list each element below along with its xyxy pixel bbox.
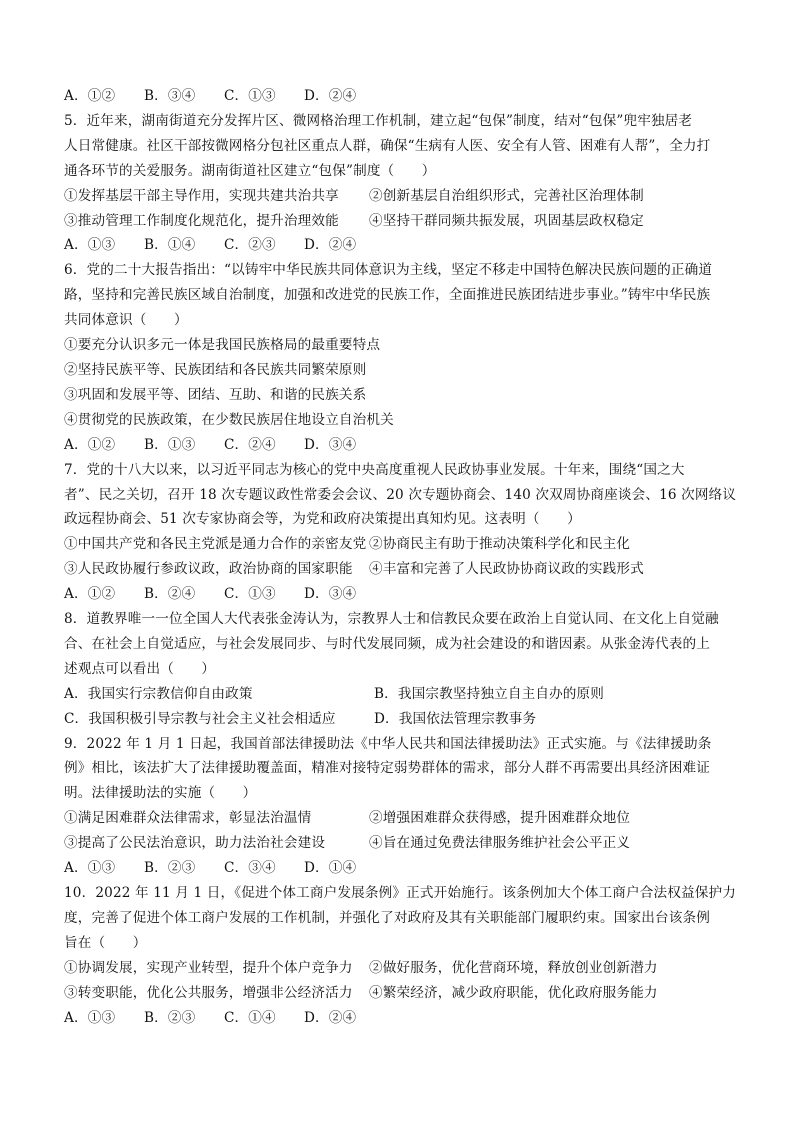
option-b[interactable]: B．①④ <box>144 237 196 254</box>
option-d[interactable]: D．②④ <box>304 1009 357 1026</box>
question-5 <box>64 109 732 258</box>
option-d[interactable]: D．③④ <box>304 436 357 453</box>
statement-row <box>64 532 732 557</box>
question-text-line: 人日常健康。社区干部按微网格分包社区重点人群，确保“生病有人医、安全有人管、困难有人帮”，全力打 <box>64 137 711 154</box>
question-text-line: 9．2022 年 1 月 1 日起，我国首部法律援助法《中华人民共和国法律援助法》正式实施。与《法律援助条 <box>64 735 712 752</box>
option-d[interactable]: D．②④ <box>304 237 357 254</box>
statement-row <box>64 209 732 234</box>
statement-3: ③人民政协履行参政议政，政治协商的国家职能 <box>64 561 353 578</box>
option-a[interactable]: A．①② <box>64 586 116 603</box>
statement-2: ②做好服务，优化营商环境，释放创业创新潜力 <box>369 959 658 976</box>
question-text-line: 通各环节的关爱服务。湖南街道社区建立“包保”制度（ ） <box>64 162 436 179</box>
question-text-line: 8．道教界唯一一位全国人大代表张金涛认为，宗教界人士和信教民众要在政治上自觉认同、在文化上自觉融 <box>64 611 719 628</box>
answer-options <box>64 856 732 881</box>
option-b[interactable]: B．②④ <box>144 586 196 603</box>
option-c[interactable]: C．②④ <box>224 436 276 453</box>
statement-row <box>64 981 732 1006</box>
answer-options <box>64 233 732 258</box>
option-b[interactable]: B．②③ <box>144 1009 196 1026</box>
statement-row <box>64 956 732 981</box>
statement-4: ④坚持干群同频共振发展，巩固基层政权稳定 <box>369 212 644 229</box>
statement-1: ①发挥基层干部主导作用，实现共建共治共享 <box>64 187 339 204</box>
statement-1: ①协调发展，实现产业转型，提升个体户竞争力 <box>64 959 353 976</box>
question-text-line: 7．党的十八大以来，以习近平同志为核心的党中央高度重视人民政协事业发展。十年来，围绕“国之大 <box>64 461 685 478</box>
statement-row <box>64 557 732 582</box>
option-c[interactable]: C．①③ <box>224 88 276 104</box>
question-text-line: 明。法律援助法的实施（ ） <box>64 785 257 802</box>
option-a[interactable]: A．①② <box>64 436 116 453</box>
option-d[interactable]: D．②④ <box>304 88 357 104</box>
option-a[interactable]: A．①③ <box>64 1009 116 1026</box>
option-c[interactable]: C．③④ <box>224 860 276 877</box>
question-text-line: 者”、民之关切，召开 18 次专题议政性常委会会议、20 次专题协商会、140 次双周协商座谈会、16 次网络议 <box>64 486 737 503</box>
question-6 <box>64 258 732 457</box>
statement-4: ④丰富和完善了人民政协协商议政的实践形式 <box>369 561 644 578</box>
statement-2: ②增强困难群众获得感，提升困难群众地位 <box>369 810 631 827</box>
option-d[interactable]: D．我国依法管理宗教事务 <box>374 710 537 727</box>
statement-2: ②创新基层自治组织形式，完善社区治理体制 <box>369 187 644 204</box>
question-text-line: 旨在（ ） <box>64 934 147 951</box>
question-text-line: 共同体意识（ ） <box>64 312 188 329</box>
option-c[interactable]: C．②③ <box>224 237 276 254</box>
statement-3: ③巩固和发展平等、团结、互助、和谐的民族关系 <box>64 386 367 403</box>
question-8 <box>64 607 732 732</box>
statement-4: ④旨在通过免费法律服务维护社会公平正义 <box>369 835 631 852</box>
answer-options-row <box>64 707 732 732</box>
option-a[interactable]: A．①③ <box>64 237 116 254</box>
question-text-line: 路，坚持和完善民族区域自治制度，加强和改进党的民族工作，全面推进民族团结进步事业。”铸牢中华民族 <box>64 287 711 304</box>
answer-options <box>64 1006 732 1031</box>
statement-row <box>64 806 732 831</box>
question-text-line: 政远程协商会、51 次专家协商会等，为党和政府决策提出真知灼见。这表明（ ） <box>64 511 581 528</box>
statement-4: ④贯彻党的民族政策，在少数民族居住地设立自治机关 <box>64 411 394 428</box>
question-text-line: 5．近年来，湖南街道充分发挥片区、微网格治理工作机制，建立起“包保”制度，结对“包保”兜牢独居老 <box>64 112 693 129</box>
option-a[interactable]: A．①② <box>64 88 116 104</box>
statement-3: ③推动管理工作制度化规范化，提升治理效能 <box>64 212 339 229</box>
option-b[interactable]: B．①③ <box>144 436 196 453</box>
answer-options <box>64 582 732 607</box>
statement-3: ③提高了公民法治意识，助力法治社会建设 <box>64 835 326 852</box>
answer-options-row <box>64 682 732 707</box>
option-b[interactable]: B．我国宗教坚持独立自主自办的原则 <box>374 685 605 702</box>
option-d[interactable]: D．①④ <box>304 860 357 877</box>
statement-1: ①满足困难群众法律需求，彰显法治温情 <box>64 810 312 827</box>
question-text-line: 度，完善了促进个体工商户发展的工作机制，并强化了对政府及其有关职能部门履职约束。国家出台该条例 <box>64 909 710 926</box>
previous-answer-options <box>64 84 732 109</box>
option-d[interactable]: D．③④ <box>304 586 357 603</box>
question-text-line: 例》相比，该法扩大了法律援助覆盖面，精准对接特定弱势群体的需求，部分人群不再需要出具经济困难证 <box>64 760 710 777</box>
statement-2: ②协商民主有助于推动决策科学化和民主化 <box>369 536 631 553</box>
option-c[interactable]: C．①④ <box>224 1009 276 1026</box>
option-a[interactable]: A．我国实行宗教信仰自由政策 <box>64 685 253 702</box>
question-text-line: 6．党的二十大报告指出：“以铸牢中华民族共同体意识为主线，坚定不移走中国特色解决民族问题的正确道 <box>64 262 713 279</box>
question-10 <box>64 881 736 1030</box>
option-a[interactable]: A．①③ <box>64 860 116 877</box>
statement-2: ②坚持民族平等、民族团结和各民族共同繁荣原则 <box>64 361 367 378</box>
option-c[interactable]: C．①③ <box>224 586 276 603</box>
option-c[interactable]: C．我国积极引导宗教与社会主义社会相适应 <box>64 710 336 727</box>
question-text-line: 10．2022 年 11 月 1 日，《促进个体工商户发展条例》正式开始施行。该条例加大个体工商户合法权益保护力 <box>64 885 736 901</box>
option-b[interactable]: B．②③ <box>144 860 196 877</box>
question-text-line: 述观点可以看出（ ） <box>64 660 216 677</box>
statement-4: ④繁荣经济，减少政府职能，优化政府服务能力 <box>369 984 658 1001</box>
answer-options <box>64 433 732 458</box>
exam-page <box>64 84 737 1030</box>
statement-row <box>64 184 732 209</box>
statement-3: ③转变职能，优化公共服务，增强非公经济活力 <box>64 984 353 1001</box>
option-b[interactable]: B．③④ <box>144 88 196 104</box>
question-7 <box>64 458 737 607</box>
question-9 <box>64 732 732 881</box>
statement-row <box>64 831 732 856</box>
statement-1: ①中国共产党和各民主党派是通力合作的亲密友党 <box>64 536 367 553</box>
statement-1: ①要充分认识多元一体是我国民族格局的最重要特点 <box>64 337 381 354</box>
question-text-line: 合、在社会上自觉适应，与社会发展同步、与时代发展同频，成为社会建设的和谐因素。从张金涛代表的上 <box>64 635 710 652</box>
